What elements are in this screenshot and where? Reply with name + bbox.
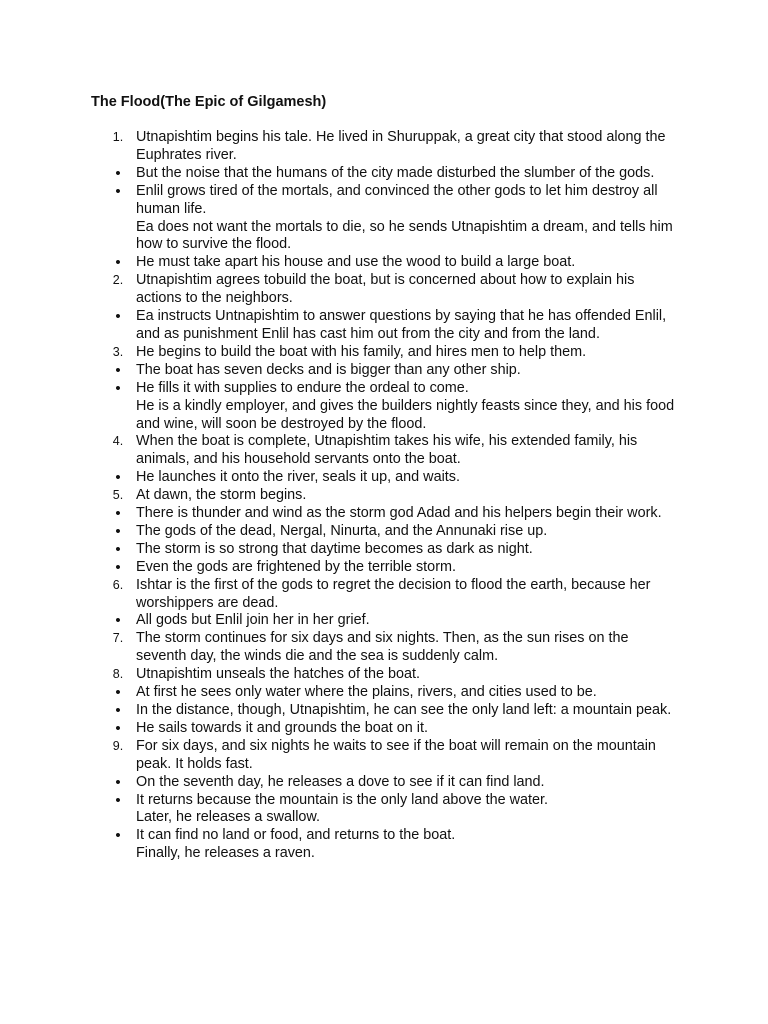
- list-item: [0, 702, 676, 720]
- list-item: [0, 774, 676, 792]
- list-item: [0, 827, 676, 863]
- bullet-marker: •: [115, 773, 121, 791]
- list-item-text: All gods but Enlil join her in her grief.: [136, 612, 370, 629]
- list-item-text: He begins to build the boat with his family, and hires men to help them.: [136, 343, 587, 360]
- bullet-marker: •: [115, 522, 121, 540]
- number-marker: 7.: [112, 631, 124, 646]
- list-item: [0, 738, 676, 774]
- number-marker: 5.: [112, 488, 124, 503]
- list-item: [0, 630, 676, 666]
- list-item-continuation: Finally, he releases a raven.: [136, 845, 315, 862]
- list-item-continuation: He is a kindly employer, and gives the builders nightly feasts since they, and his food and wine, will soon be destroyed by the flood.: [136, 397, 675, 432]
- bullet-marker: •: [115, 558, 121, 576]
- list-item-text: But the noise that the humans of the city made disturbed the slumber of the gods.: [136, 164, 655, 181]
- list-item: [0, 577, 676, 613]
- bullet-marker: •: [115, 308, 121, 326]
- bullet-marker: •: [115, 791, 121, 809]
- list-item-text: Ea instructs Untnapishtim to answer questions by saying that he has offended Enlil, and as punishment Enlil has cast him out from the city and from the land.: [136, 308, 667, 342]
- list-item-continuation: Ea does not want the mortals to die, so he sends Utnapishtim a dream, and tells him how to survive the flood.: [136, 218, 673, 253]
- list-item: [0, 487, 676, 505]
- bullet-marker: •: [115, 827, 121, 845]
- list-item: [0, 362, 676, 380]
- bullet-marker: •: [115, 164, 121, 182]
- list-item-text: He fills it with supplies to endure the ordeal to come.: [136, 379, 469, 396]
- list-item: [0, 505, 676, 523]
- list-item: [0, 559, 676, 577]
- list-item-text: Ishtar is the first of the gods to regret the decision to flood the earth, because her worshippers are dead.: [136, 576, 651, 611]
- list-item: [0, 183, 676, 255]
- number-marker: 8.: [112, 667, 124, 682]
- bullet-marker: •: [115, 469, 121, 487]
- bullet-marker: •: [115, 361, 121, 379]
- number-marker: 1.: [112, 130, 124, 144]
- bullet-marker: •: [115, 254, 121, 272]
- list-item-text: He sails towards it and grounds the boat on it.: [136, 719, 428, 736]
- list-item-text: It can find no land or food, and returns to the boat.: [136, 827, 456, 844]
- list-item-text: Even the gods are frightened by the terrible storm.: [136, 558, 456, 575]
- bullet-marker: •: [115, 540, 121, 558]
- list-item-text: Utnapishtim begins his tale. He lived in Shuruppak, a great city that stood along the Euphrates river.: [136, 129, 666, 163]
- bullet-marker: •: [115, 719, 121, 737]
- list-item: [0, 469, 676, 487]
- list-item: [0, 254, 676, 272]
- list-item: [0, 129, 676, 165]
- number-marker: 2.: [112, 273, 124, 288]
- list-item: [0, 165, 676, 183]
- number-marker: 3.: [112, 344, 124, 359]
- list-item-text: Utnapishtim unseals the hatches of the boat.: [136, 666, 420, 683]
- list-item: [0, 433, 676, 469]
- list-item-text: He must take apart his house and use the wood to build a large boat.: [136, 254, 576, 271]
- list-item: [0, 523, 676, 541]
- list-item-continuation: Later, he releases a swallow.: [136, 809, 320, 826]
- flood-events-list: [0, 129, 768, 863]
- list-item-text: On the seventh day, he releases a dove to see if it can find land.: [136, 773, 545, 790]
- list-item-text: The storm continues for six days and six nights. Then, as the sun rises on the seventh day, the winds die and the sea is suddenly calm.: [136, 630, 629, 665]
- list-item-text: It returns because the mountain is the only land above the water.: [136, 791, 548, 808]
- document-title: The Flood(The Epic of Gilgamesh): [91, 94, 327, 110]
- list-item: [0, 792, 676, 828]
- list-item: [0, 612, 676, 630]
- list-item-text: At first he sees only water where the plains, rivers, and cities used to be.: [136, 684, 597, 701]
- list-item-text: The gods of the dead, Nergal, Ninurta, and the Annunaki rise up.: [136, 522, 548, 539]
- list-item-text: For six days, and six nights he waits to see if the boat will remain on the mountain peak. It holds fast.: [136, 737, 656, 772]
- bullet-marker: •: [115, 505, 121, 523]
- list-item-text: The boat has seven decks and is bigger than any other ship.: [136, 361, 521, 378]
- bullet-marker: •: [115, 702, 121, 719]
- list-item-text: Enlil grows tired of the mortals, and convinced the other gods to let him destroy all human life.: [136, 182, 658, 217]
- list-item-text: When the boat is complete, Utnapishtim takes his wife, his extended family, his animals, and his household servants onto the boat.: [136, 433, 638, 468]
- list-item-text: He launches it onto the river, seals it up, and waits.: [136, 469, 460, 486]
- list-item: [0, 272, 676, 308]
- list-item-text: At dawn, the storm begins.: [136, 487, 307, 504]
- list-item: [0, 308, 676, 344]
- list-item: [0, 541, 676, 559]
- list-item: [0, 720, 676, 738]
- bullet-marker: •: [115, 182, 121, 200]
- list-item: [0, 380, 676, 434]
- list-item-text: In the distance, though, Utnapishtim, he can see the only land left: a mountain peak.: [136, 702, 672, 718]
- number-marker: 9.: [112, 738, 124, 753]
- list-item: [0, 344, 676, 362]
- bullet-marker: •: [115, 684, 121, 702]
- list-item-text: The storm is so strong that daytime becomes as dark as night.: [136, 540, 533, 557]
- list-item-text: There is thunder and wind as the storm god Adad and his helpers begin their work.: [136, 505, 662, 522]
- number-marker: 6.: [112, 577, 124, 592]
- list-item-text: Utnapishtim agrees tobuild the boat, but is concerned about how to explain his actions to the neighbors.: [136, 272, 635, 307]
- number-marker: 4.: [112, 434, 124, 449]
- bullet-marker: •: [115, 612, 121, 630]
- bullet-marker: •: [115, 379, 121, 397]
- list-item: [0, 666, 676, 684]
- list-item: [0, 684, 676, 702]
